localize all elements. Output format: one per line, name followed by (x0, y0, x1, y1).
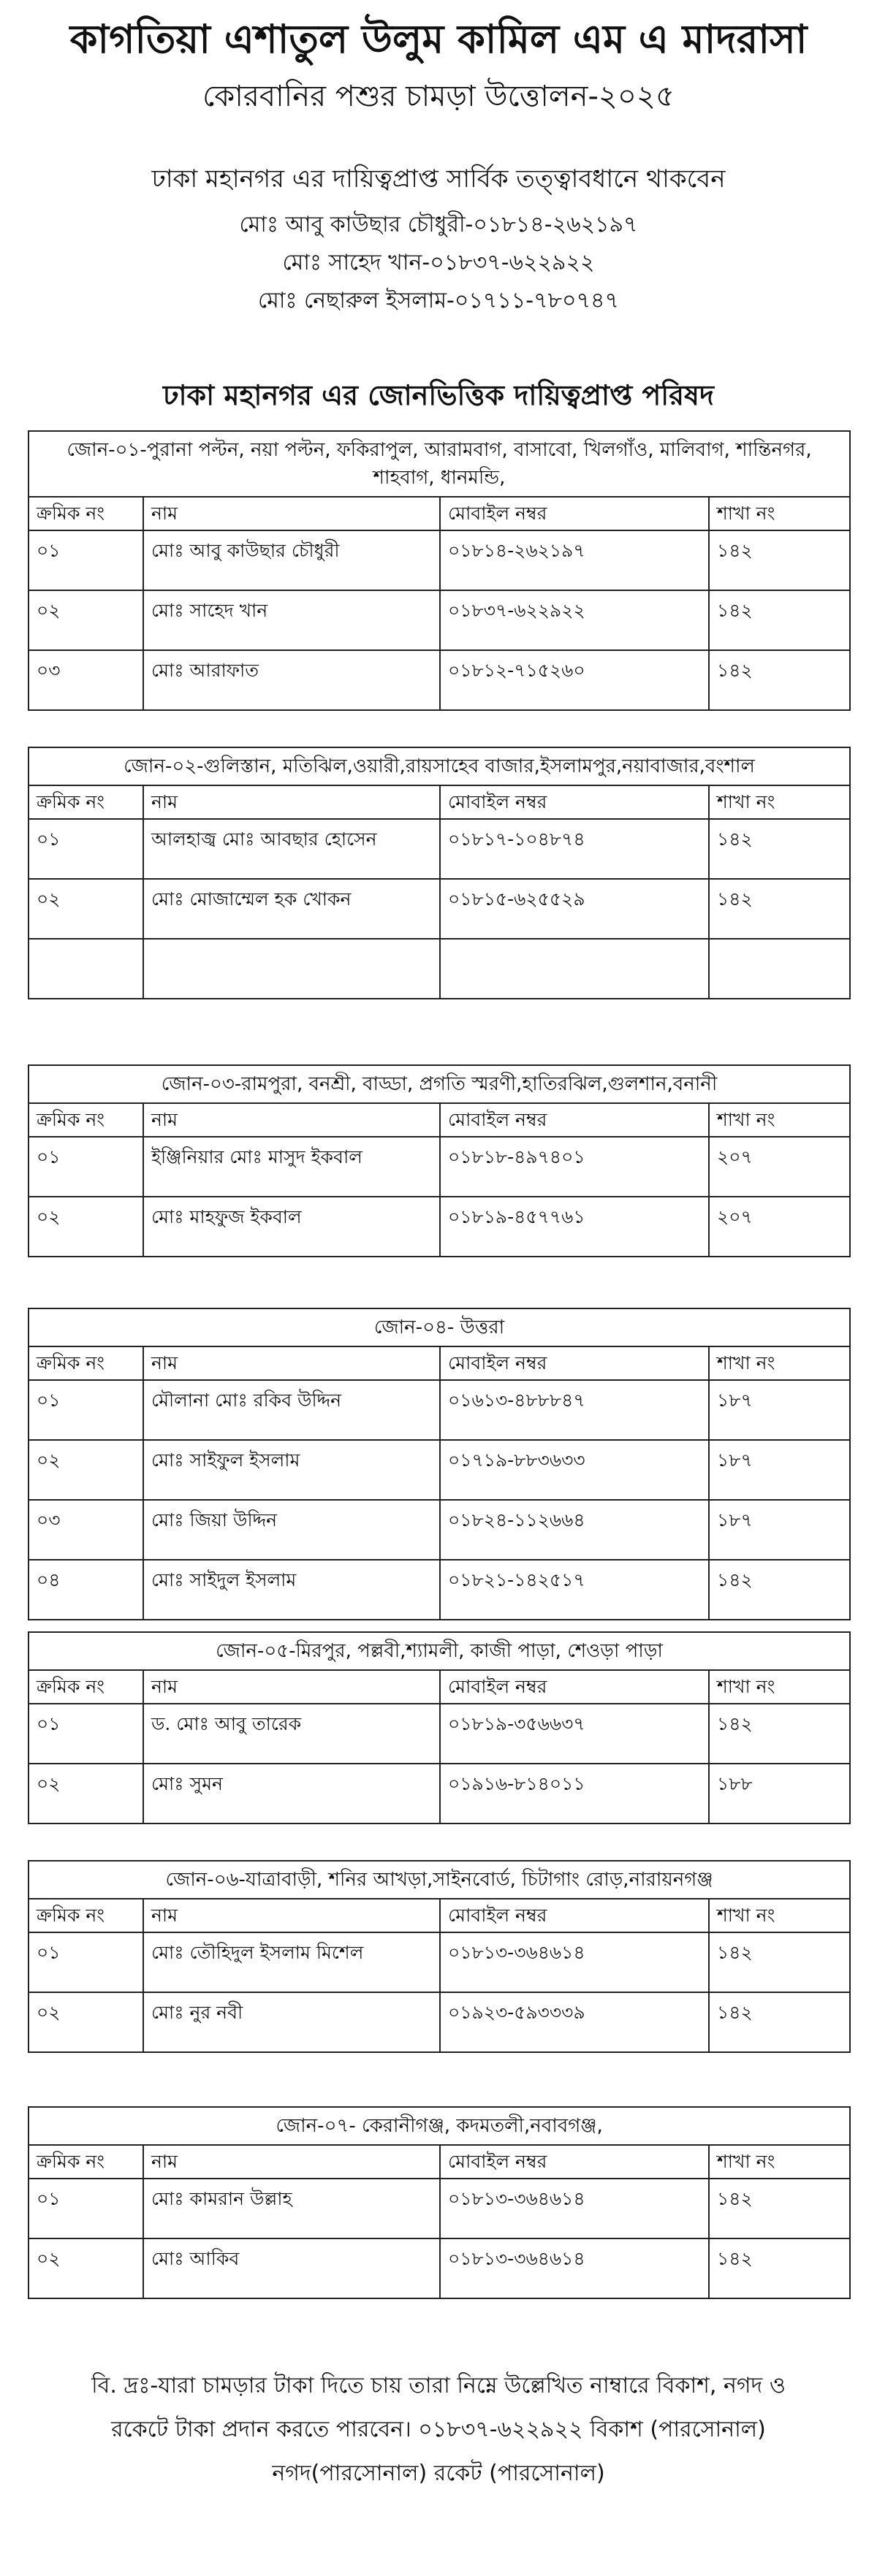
serial-cell: ০৪ (29, 1560, 143, 1620)
zone-title: জোন-০১-পুরানা পল্টন, নয়া পল্টন, ফকিরাপুল, আরামবাগ, বাসাবো, খিলগাঁও, মালিবাগ, শান্তিনগর, শাহবাগ, ধানমন্ডি, (29, 431, 850, 497)
column-header-branch: শাখা নং (709, 1103, 850, 1137)
serial-cell: ০১ (29, 1932, 143, 1992)
table-row-empty (29, 939, 850, 999)
mobile-cell: ০১৮১৩-৩৬৪৬১৪ (440, 1932, 709, 1992)
mobile-cell: ০১৭১৯-৮৮৩৬৩৩ (440, 1440, 709, 1500)
mobile-cell: ০১৬১৩-৪৮৮৮৪৭ (440, 1380, 709, 1440)
zone-title: জোন-০২-গুলিস্তান, মতিঝিল,ওয়ারী,রায়সাহেব বাজার,ইসলামপুর,নয়াবাজার,বংশাল (29, 747, 850, 785)
branch-cell: ১৪২ (709, 1932, 850, 1992)
zone-title: জোন-০৫-মিরপুর, পল্লবী,শ্যামলী, কাজী পাড়া, শেওড়া পাড়া (29, 1632, 850, 1670)
column-header-mobile: মোবাইল নম্বর (440, 2145, 709, 2179)
payment-note-line: বি. দ্রঃ-যারা চামড়ার টাকা দিতে চায় তারা নিম্নে উল্লেখিত নাম্বারে বিকাশ, নগদ ও (91, 2373, 786, 2398)
column-header-name: নাম (143, 1899, 440, 1932)
name-cell: মোঃ আবু কাউছার চৌধুরী (143, 530, 440, 590)
name-cell: মোঃ নুর নবী (143, 1992, 440, 2052)
column-header-branch: শাখা নং (709, 1670, 850, 1704)
serial-cell: ০১ (29, 1380, 143, 1440)
name-cell: ড. মোঃ আবু তারেক (143, 1704, 440, 1764)
mobile-cell: ০১৮৩৭-৬২২৯২২ (440, 590, 709, 650)
branch-cell: ১৮৭ (709, 1500, 850, 1560)
payment-note-line: রকেটে টাকা প্রদান করতে পারবেন। ০১৮৩৭-৬২২৯২২ বিকাশ (পারসোনাল) (111, 2417, 766, 2442)
mobile-cell: ০১৮১২-৭১৫২৬০ (440, 650, 709, 710)
serial-cell: ০২ (29, 879, 143, 939)
supervisor-line: মোঃ নেছারুল ইসলাম-০১৭১১-৭৮০৭৪৭ (257, 288, 620, 313)
mobile-cell: ০১৮১৫-৬২৫৫২৯ (440, 879, 709, 939)
zone-title: জোন-০৭- কেরানীগঞ্জ, কদমতলী,নবাবগঞ্জ, (29, 2107, 850, 2145)
serial-cell: ০৩ (29, 1500, 143, 1560)
table-row (29, 1932, 850, 1992)
zone-table-04 (28, 1308, 851, 1620)
branch-cell: ১৪২ (709, 1992, 850, 2052)
branch-cell: ১৪২ (709, 1560, 850, 1620)
column-header-name: নাম (143, 497, 440, 530)
branch-cell: ১৪২ (709, 590, 850, 650)
mobile-cell: ০১৮১৩-৩৬৪৬১৪ (440, 2179, 709, 2238)
mobile-cell: ০১৮২৪-১১২৬৬৪ (440, 1500, 709, 1560)
column-header-name: নাম (143, 1670, 440, 1704)
zone-table-06 (28, 1860, 851, 2053)
payment-note-line: নগদ(পারসোনাল) রকেট (পারসোনাল) (272, 2461, 605, 2486)
mobile-cell: ০১৮১৯-৩৫৬৬৩৭ (440, 1704, 709, 1764)
name-cell: মোঃ মাহফুজ ইকবাল (143, 1197, 440, 1257)
branch-cell: ১৮৭ (709, 1440, 850, 1500)
supervisor-line: মোঃ সাহেদ খান-০১৮৩৭-৬২২৯২২ (282, 250, 595, 275)
table-row (29, 1764, 850, 1824)
payment-note (44, 2364, 833, 2496)
column-header-mobile: মোবাইল নম্বর (440, 785, 709, 819)
collection-subtitle: কোরবানির পশুর চামড়া উত্তোলন-২০২৫ (202, 80, 675, 113)
zone-table-02 (28, 747, 851, 999)
branch-cell: ১৪২ (709, 650, 850, 710)
column-header-serial: ক্রমিক নং (29, 1103, 143, 1137)
column-header-serial: ক্রমিক নং (29, 1899, 143, 1932)
name-cell: মোঃ তৌহিদুল ইসলাম মিশেল (143, 1932, 440, 1992)
name-cell: মোঃ সাইদুল ইসলাম (143, 1560, 440, 1620)
name-cell: মোঃ আরাফাত (143, 650, 440, 710)
serial-cell: ০১ (29, 2179, 143, 2238)
branch-cell: ১৪২ (709, 2179, 850, 2238)
name-cell: মোঃ আকিব (143, 2238, 440, 2298)
zone-title: জোন-০৬-যাত্রাবাড়ী, শনির আখড়া,সাইনবোর্ড, চিটাগাং রোড়,নারায়নগঞ্জ (29, 1861, 850, 1899)
branch-cell: ১৪২ (709, 819, 850, 879)
serial-cell: ০৩ (29, 650, 143, 710)
mobile-cell (440, 939, 709, 999)
table-row (29, 1560, 850, 1620)
table-row (29, 590, 850, 650)
branch-cell: ১৮৭ (709, 1380, 850, 1440)
name-cell: ইঞ্জিনিয়ার মোঃ মাসুদ ইকবাল (143, 1137, 440, 1197)
column-header-name: নাম (143, 2145, 440, 2179)
column-header-branch: শাখা নং (709, 497, 850, 530)
serial-cell: ০২ (29, 1764, 143, 1824)
column-header-branch: শাখা নং (709, 785, 850, 819)
table-row (29, 2179, 850, 2238)
zone-table-03 (28, 1064, 851, 1257)
column-header-serial: ক্রমিক নং (29, 785, 143, 819)
name-cell (143, 939, 440, 999)
table-row (29, 2238, 850, 2298)
name-cell: মোঃ মোজাম্মেল হক খোকন (143, 879, 440, 939)
column-header-serial: ক্রমিক নং (29, 497, 143, 530)
column-header-mobile: মোবাইল নম্বর (440, 1670, 709, 1704)
mobile-cell: ০১৮১৩-৩৬৪৬১৪ (440, 2238, 709, 2298)
table-row (29, 530, 850, 590)
name-cell: মোঃ সুমন (143, 1764, 440, 1824)
serial-cell: ০২ (29, 1440, 143, 1500)
zone-table-07 (28, 2106, 851, 2299)
mobile-cell: ০১৯১৬-৮১৪০১১ (440, 1764, 709, 1824)
mobile-cell: ০১৮১৮-৪৯৭৪০১ (440, 1137, 709, 1197)
table-row (29, 819, 850, 879)
column-header-mobile: মোবাইল নম্বর (440, 1103, 709, 1137)
serial-cell: ০২ (29, 1992, 143, 2052)
branch-cell (709, 939, 850, 999)
zone-table-01 (28, 430, 851, 711)
mobile-cell: ০১৮১৭-১০৪৮৭৪ (440, 819, 709, 879)
mobile-cell: ০১৮১৯-৪৫৭৭৬১ (440, 1197, 709, 1257)
branch-cell: ২০৭ (709, 1197, 850, 1257)
serial-cell: ০২ (29, 2238, 143, 2298)
column-header-branch: শাখা নং (709, 1899, 850, 1932)
supervisor-list (0, 206, 877, 320)
mobile-cell: ০১৮২১-১৪২৫১৭ (440, 1560, 709, 1620)
name-cell: মোঃ সাহেদ খান (143, 590, 440, 650)
supervisor-line: মোঃ আবু কাউছার চৌধুরী-০১৮১৪-২৬২১৯৭ (239, 212, 638, 237)
column-header-serial: ক্রমিক নং (29, 1670, 143, 1704)
table-row (29, 1197, 850, 1257)
name-cell: মোঃ সাইফুল ইসলাম (143, 1440, 440, 1500)
table-row (29, 1992, 850, 2052)
mobile-cell: ০১৯২৩-৫৯৩৩৩৯ (440, 1992, 709, 2052)
zone-title: জোন-০৪- উত্তরা (29, 1308, 850, 1346)
table-row (29, 1500, 850, 1560)
table-row (29, 879, 850, 939)
mobile-cell: ০১৮১৪-২৬২১৯৭ (440, 530, 709, 590)
column-header-serial: ক্রমিক নং (29, 1346, 143, 1380)
column-header-name: নাম (143, 785, 440, 819)
serial-cell: ০২ (29, 1197, 143, 1257)
branch-cell: ১৪২ (709, 530, 850, 590)
zone-council-heading: ঢাকা মহানগর এর জোনভিত্তিক দায়িত্বপ্রাপ্ত পরিষদ (163, 379, 714, 411)
branch-cell: ১৮৮ (709, 1764, 850, 1824)
name-cell: মোঃ কামরান উল্লাহ (143, 2179, 440, 2238)
table-row (29, 1704, 850, 1764)
column-header-mobile: মোবাইল নম্বর (440, 1899, 709, 1932)
table-row (29, 1380, 850, 1440)
column-header-serial: ক্রমিক নং (29, 2145, 143, 2179)
column-header-name: নাম (143, 1103, 440, 1137)
branch-cell: ১৪২ (709, 1704, 850, 1764)
serial-cell: ০১ (29, 819, 143, 879)
serial-cell (29, 939, 143, 999)
column-header-mobile: মোবাইল নম্বর (440, 497, 709, 530)
branch-cell: ২০৭ (709, 1137, 850, 1197)
zone-table-05 (28, 1631, 851, 1824)
serial-cell: ০১ (29, 530, 143, 590)
name-cell: মোঃ জিয়া উদ্দিন (143, 1500, 440, 1560)
name-cell: মৌলানা মোঃ রকিব উদ্দিন (143, 1380, 440, 1440)
column-header-branch: শাখা নং (709, 2145, 850, 2179)
serial-cell: ০২ (29, 590, 143, 650)
madrasa-title: কাগতিয়া এশাতুল উলুম কামিল এম এ মাদরাসা (69, 16, 808, 62)
column-header-mobile: মোবাইল নম্বর (440, 1346, 709, 1380)
zone-title: জোন-০৩-রামপুরা, বনশ্রী, বাড্ডা, প্রগতি স্মরণী,হাতিরঝিল,গুলশান,বনানী (29, 1065, 850, 1103)
serial-cell: ০১ (29, 1704, 143, 1764)
table-row (29, 1440, 850, 1500)
supervision-heading: ঢাকা মহানগর এর দায়িত্বপ্রাপ্ত সার্বিক তত্ত্বাবধানে থাকবেন (151, 164, 726, 194)
table-row (29, 1137, 850, 1197)
branch-cell: ১৪২ (709, 2238, 850, 2298)
serial-cell: ০১ (29, 1137, 143, 1197)
name-cell: আলহাজ্ব মোঃ আবছার হোসেন (143, 819, 440, 879)
table-row (29, 650, 850, 710)
branch-cell: ১৪২ (709, 879, 850, 939)
column-header-name: নাম (143, 1346, 440, 1380)
column-header-branch: শাখা নং (709, 1346, 850, 1380)
